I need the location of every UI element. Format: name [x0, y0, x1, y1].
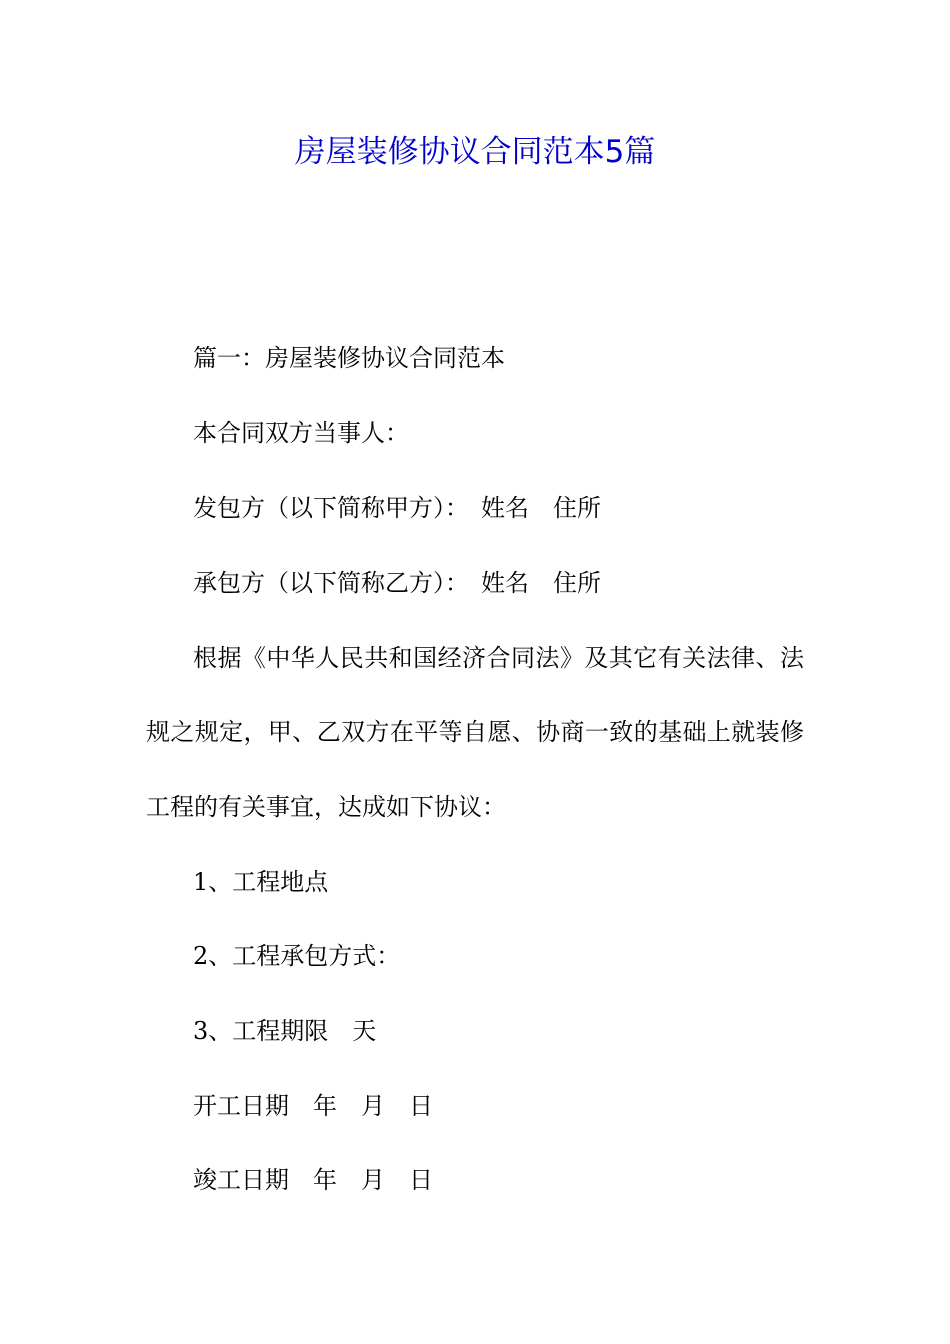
start-date-line: 开工日期 年 月 日 [193, 1092, 433, 1120]
document-title: 房屋装修协议合同范本5篇 [294, 134, 656, 170]
preamble-line-1: 根据《中华人民共和国经济合同法》及其它有关法律、法 [193, 644, 804, 672]
completion-date-line: 竣工日期 年 月 日 [193, 1166, 433, 1194]
section-heading: 篇一：房屋装修协议合同范本 [193, 344, 505, 372]
preamble-line-3: 工程的有关事宜，达成如下协议： [146, 793, 506, 821]
clause-contract-method: 2、工程承包方式： [193, 942, 401, 970]
preamble-line-2: 规之规定，甲、乙双方在平等自愿、协商一致的基础上就装修 [146, 718, 804, 746]
party-a-line: 发包方（以下简称甲方）： 姓名 住所 [193, 494, 601, 522]
parties-intro: 本合同双方当事人： [193, 419, 409, 447]
clause-duration: 3、工程期限 天 [193, 1017, 377, 1045]
party-b-line: 承包方（以下简称乙方）： 姓名 住所 [193, 569, 601, 597]
clause-location: 1、工程地点 [193, 868, 329, 896]
